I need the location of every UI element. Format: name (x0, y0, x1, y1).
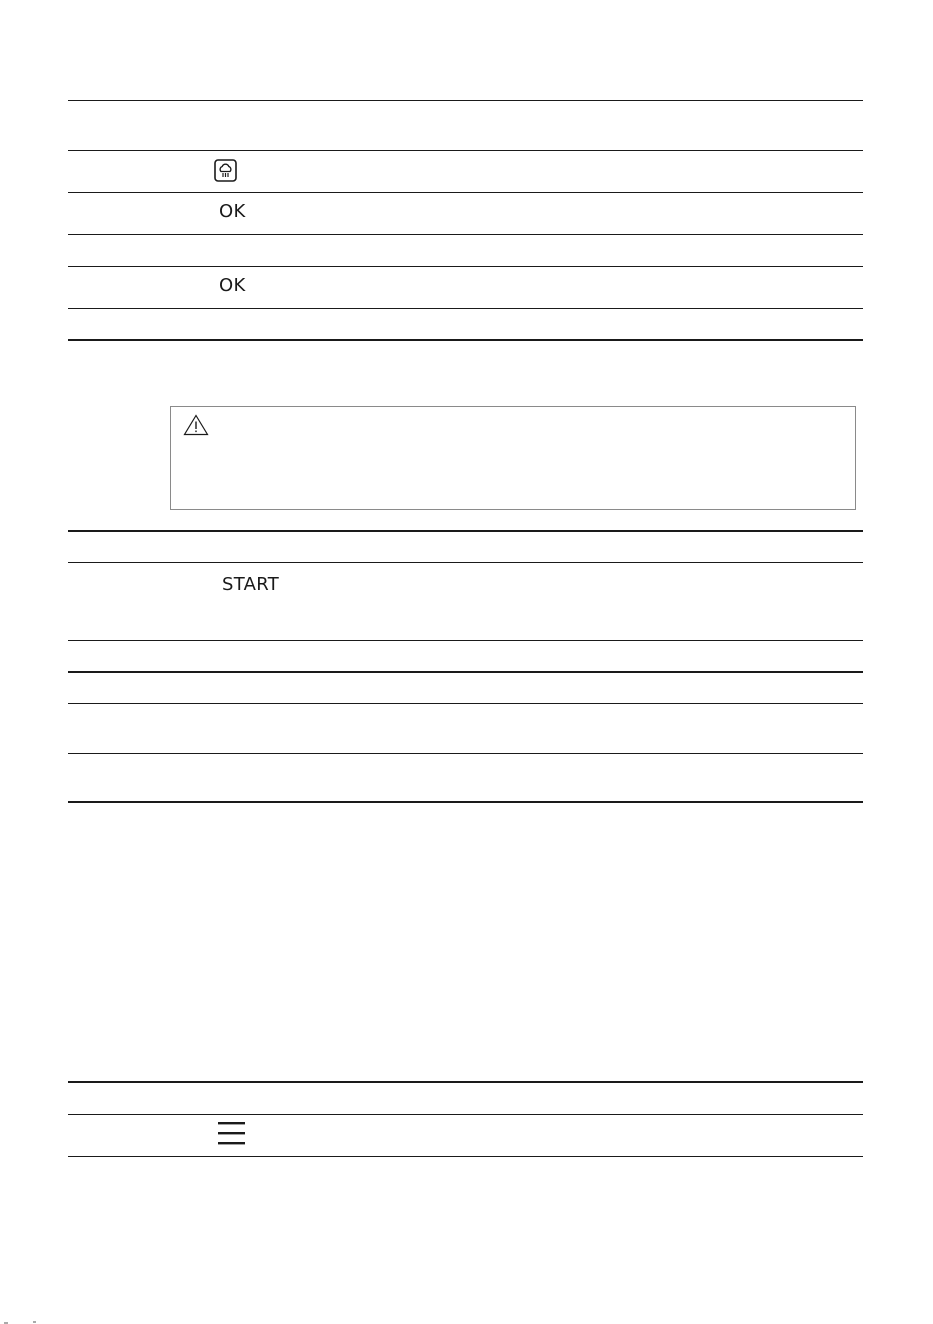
table-1-row-divider (68, 308, 863, 309)
table-1-row-divider (68, 266, 863, 267)
table-3-bottom-rule (68, 801, 863, 803)
table-2-row-divider (68, 640, 863, 641)
crop-mark (0, 1318, 40, 1324)
steam-cooking-icon[interactable] (214, 159, 237, 186)
start-key-label: START (222, 574, 280, 595)
warning-triangle-icon (183, 414, 209, 440)
table-2-top-rule (68, 530, 863, 532)
table-1-row-divider (68, 234, 863, 235)
table-1-top-rule (68, 100, 863, 101)
warning-box (170, 406, 856, 510)
menu-icon[interactable] (218, 1120, 245, 1150)
ok-key-label: OK (219, 275, 246, 296)
table-4-row-divider (68, 1114, 863, 1115)
table-3-row-divider (68, 753, 863, 754)
table-2-bottom-rule (68, 671, 863, 673)
table-1-row-divider (68, 150, 863, 151)
table-1-row-divider (68, 192, 863, 193)
table-4-top-rule (68, 1081, 863, 1083)
table-2-row-divider (68, 562, 863, 563)
table-3-row-divider (68, 703, 863, 704)
table-4-bottom-rule (68, 1156, 863, 1157)
ok-key-label: OK (219, 201, 246, 222)
table-1-bottom-rule (68, 339, 863, 341)
